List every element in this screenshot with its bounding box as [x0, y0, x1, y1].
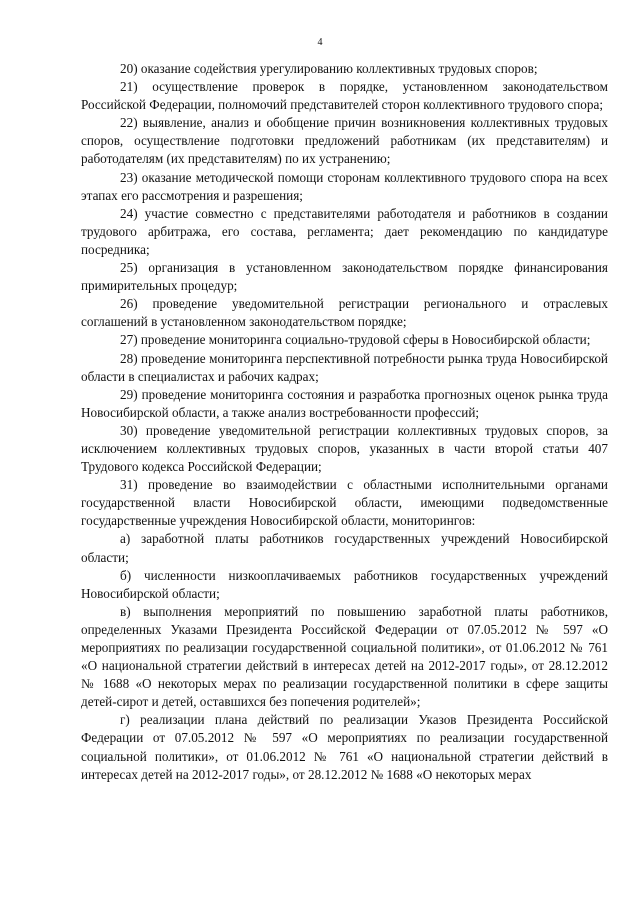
paragraph-item-26: 26) проведение уведомительной регистрации регионального и отраслевых соглашений в установленном законодательством порядке;	[81, 296, 608, 330]
paragraph-item-24: 24) участие совместно с представителями работодателя и работников в создании трудового арбитража, его состава, регламента; дает рекомендацию по кандидатуре посредника;	[81, 205, 608, 257]
subparagraph-b: б) численности низкооплачиваемых работников государственных учреждений Новосибирской области;	[81, 567, 608, 601]
paragraph-item-31: 31) проведение во взаимодействии с областными исполнительными органами государственной власти Новосибирской области, имеющими подведомственные государственные учреждения Новосибирской области, мониторингов:	[81, 477, 608, 529]
paragraph-item-20: 20) оказание содействия урегулированию коллективных трудовых споров;	[120, 61, 538, 76]
subparagraph-v: в) выполнения мероприятий по повышению заработной платы работников, определенных Указами Президента Российской Федерации от 07.05.2012 № 597 «О мероприятиях по реализации государственной социальной политики», от 01.06.2012 № 761 «О национальной стратегии действий в интересах детей на 2012-2017 годы», от 28.12.2012 № 1688 «О некоторых мерах по реализации государственной политики в сфере защиты детей-сирот и детей, оставшихся без попечения родителей»;	[81, 603, 608, 710]
page-number: 4	[317, 37, 323, 48]
paragraph-item-21: 21) осуществление проверок в порядке, установленном законодательством Российской Федерации, полномочий представителей сторон коллективного трудового спора;	[81, 79, 608, 113]
document-body	[81, 60, 608, 784]
paragraph-item-28: 28) проведение мониторинга перспективной потребности рынка труда Новосибирской области в специалистах и рабочих кадрах;	[81, 350, 608, 384]
subparagraph-a: а) заработной платы работников государственных учреждений Новосибирской области;	[81, 531, 608, 565]
paragraph-item-22: 22) выявление, анализ и обобщение причин возникновения коллективных трудовых споров, осуществление подготовки предложений работникам (их представителям) и работодателям (их представителям) по их устранению;	[81, 115, 608, 167]
paragraph-item-23: 23) оказание методической помощи сторонам коллективного трудового спора на всех этапах его рассмотрения и разрешения;	[81, 169, 608, 203]
subparagraph-g: г) реализации плана действий по реализации Указов Президента Российской Федерации от 07.05.2012 № 597 «О мероприятиях по реализации государственной социальной политики», от 01.06.2012 № 761 «О национальной стратегии действий в интересах детей на 2012-2017 годы», от 28.12.2012 № 1688 «О некоторых мерах	[81, 712, 608, 782]
paragraph-item-29: 29) проведение мониторинга состояния и разработка прогнозных оценок рынка труда Новосибирской области, а также анализ востребованности профессий;	[81, 386, 608, 420]
paragraph-item-30: 30) проведение уведомительной регистрации коллективных трудовых споров, за исключением коллективных трудовых споров, указанных в части второй статьи 407 Трудового кодекса Российской Федерации;	[81, 422, 608, 475]
paragraph-item-27: 27) проведение мониторинга социально-трудовой сферы в Новосибирской области;	[120, 332, 591, 348]
paragraph-item-25: 25) организация в установленном законодательством порядке финансирования примирительных процедур;	[81, 260, 608, 294]
